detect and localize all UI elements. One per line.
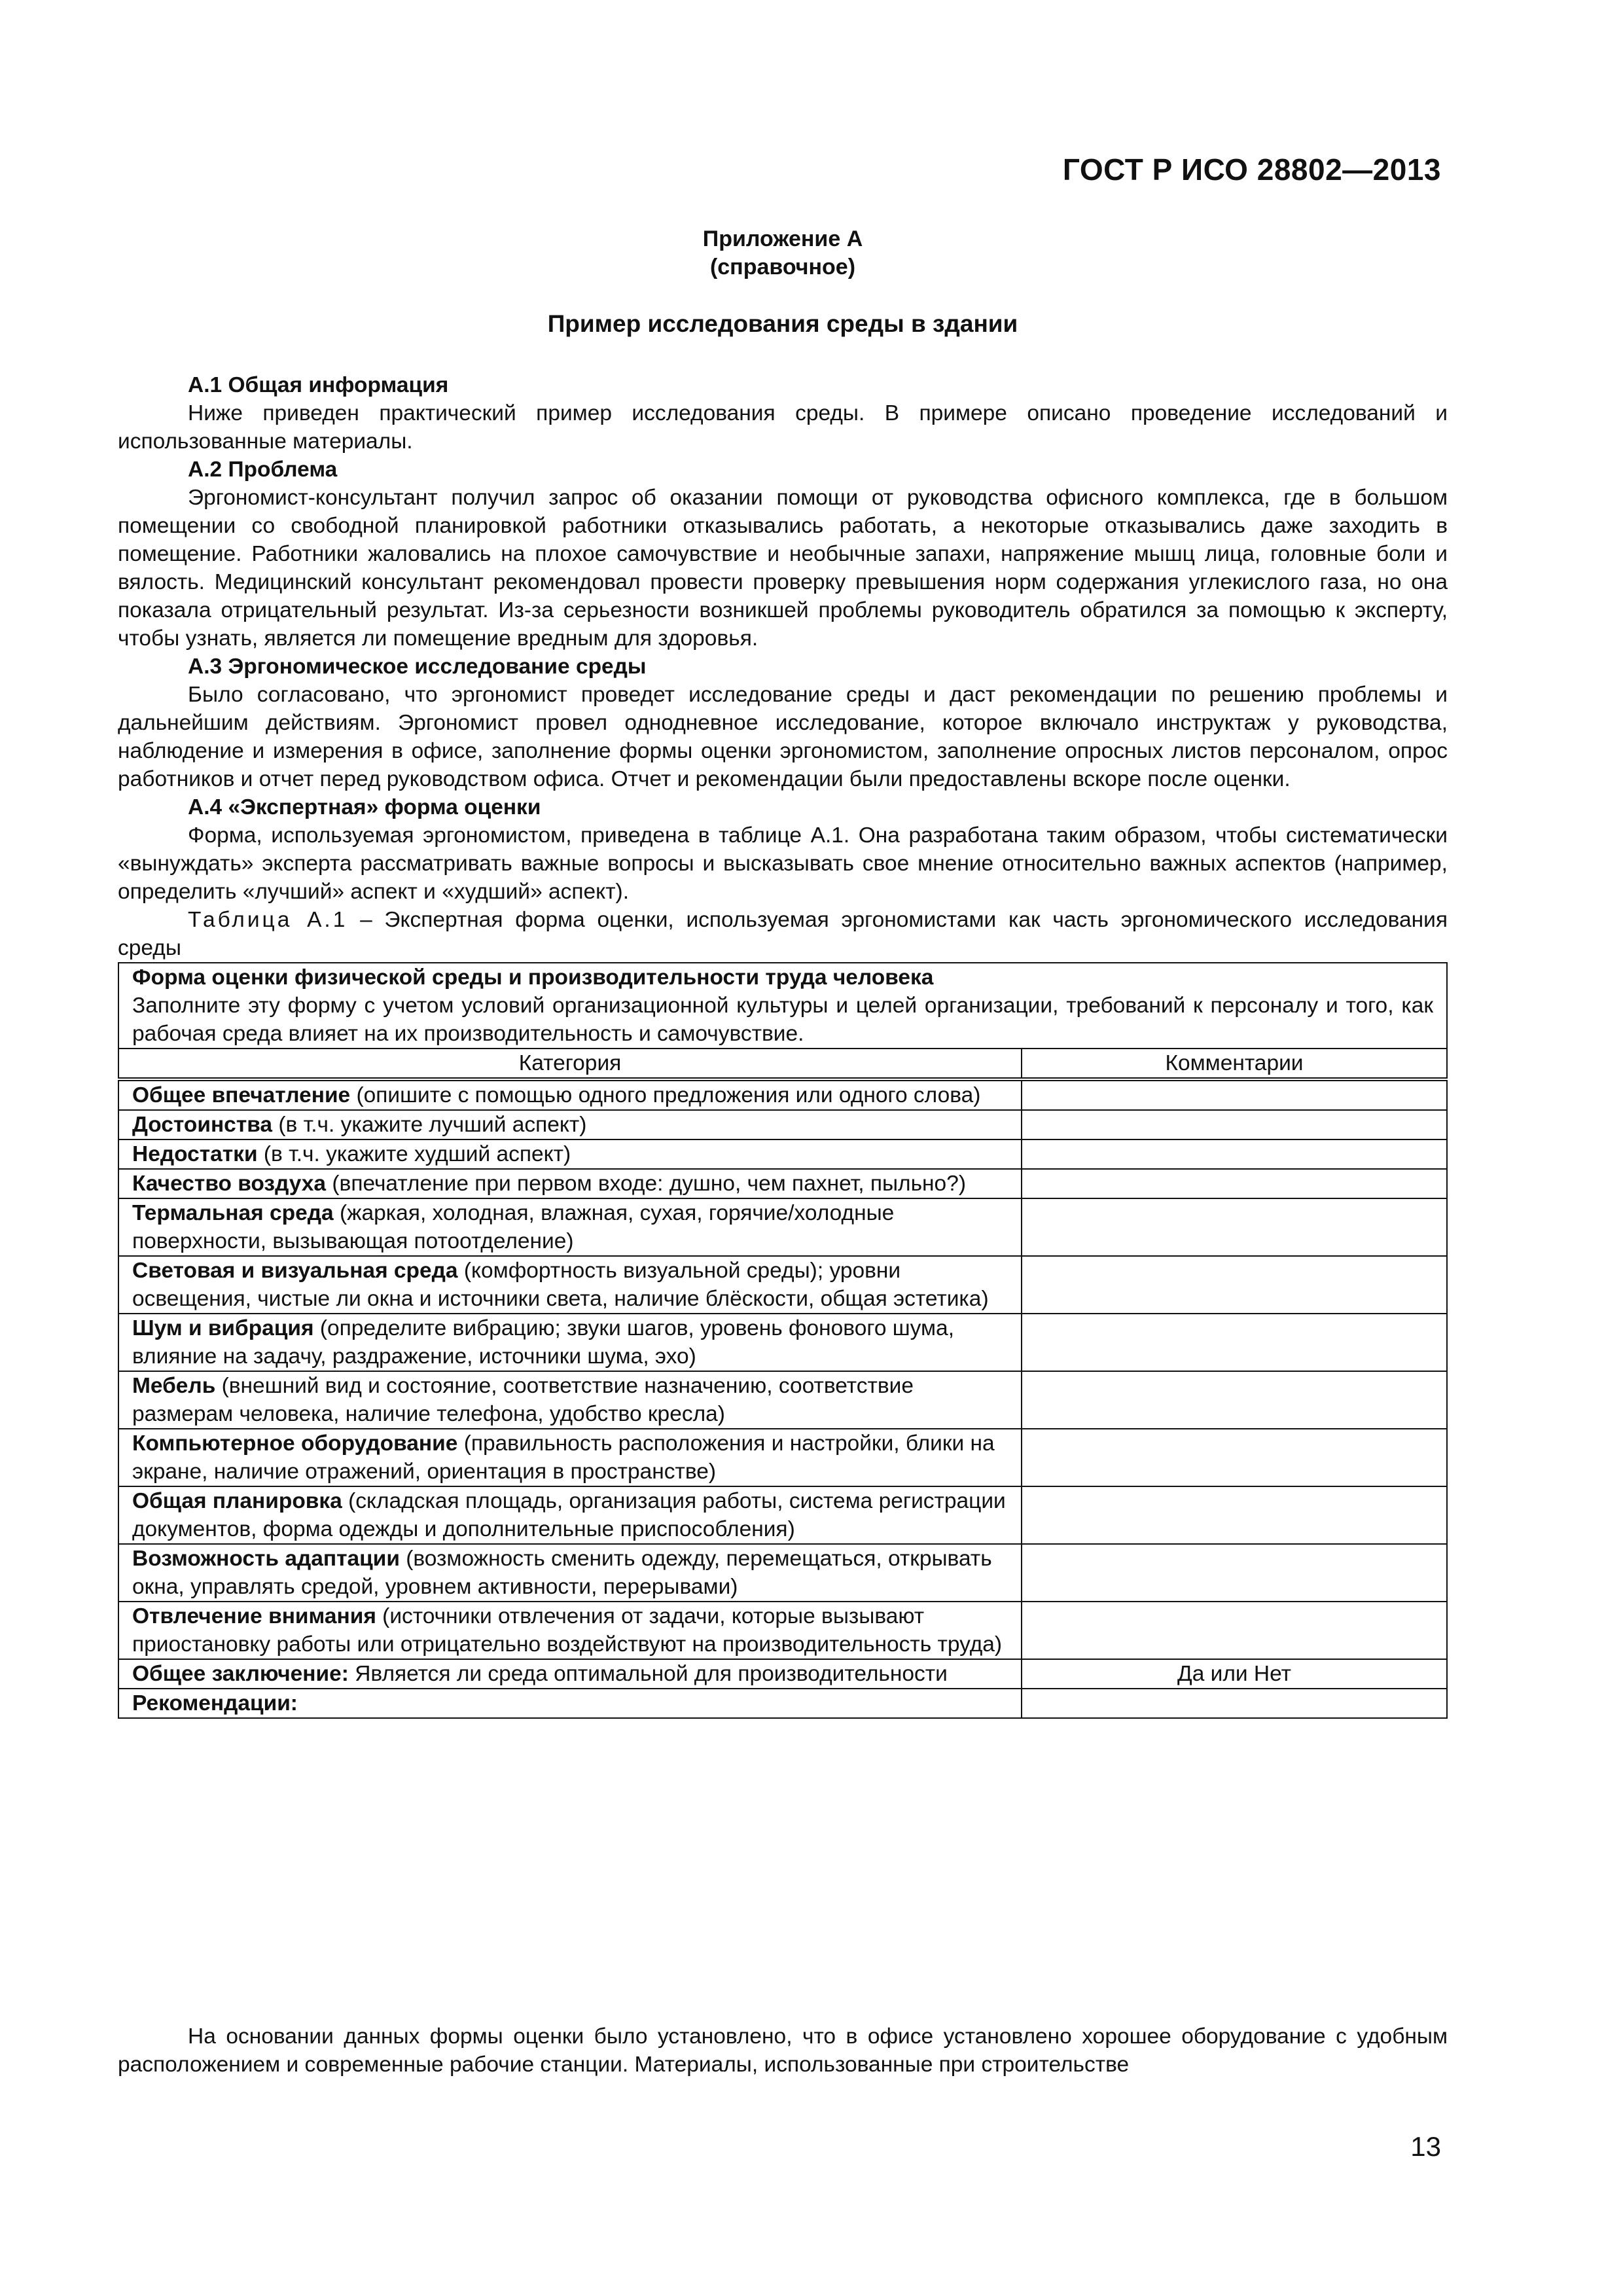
category-term: Мебель <box>132 1374 216 1398</box>
category-cell <box>118 1602 1022 1659</box>
category-term: Общая планировка <box>132 1489 342 1513</box>
section-text: Эргономист-консультант получил запрос об оказании помощи от руководства офисного комплекса, где в большом помещении со свободной планировкой работники отказывались работать, а некоторые отказывались даже заходить в помещение. Работники жаловались на плохое самочувствие и необычные запахи, напряжение мышц лица, головные боли и вялость. Медицинский консультант рекомендовал провести проверку превышения норм содержания углекислого газа, но она показала отрицательный результат. Из-за серьезности возникшей проблемы руководитель обратился за помощью к эксперту, чтобы узнать, является ли помещение вредным для здоровья. <box>118 486 1448 651</box>
comment-cell[interactable] <box>1022 1256 1447 1314</box>
comment-cell[interactable] <box>1022 1314 1447 1371</box>
assessment-form-table <box>118 962 1448 1719</box>
table-row <box>118 1110 1447 1139</box>
table-row <box>118 1079 1447 1110</box>
category-description: (складская площадь, организация работы, система регистрации документов, форма одежды и дополнительные приспособления) <box>132 1489 1006 1541</box>
appendix-label: Приложение А <box>702 226 863 251</box>
comment-cell[interactable] <box>1022 1198 1447 1256</box>
comment-cell[interactable] <box>1022 1169 1447 1198</box>
table-row <box>118 1689 1447 1718</box>
category-term: Общее заключение: <box>132 1662 349 1686</box>
section-heading: А.4 «Экспертная» форма оценки <box>188 795 541 819</box>
form-title: Форма оценки физической среды и производительности труда человека <box>132 965 934 990</box>
category-term: Возможность адаптации <box>132 1547 400 1571</box>
category-cell <box>118 1079 1022 1110</box>
comment-cell[interactable] <box>1022 1429 1447 1486</box>
category-term: Световая и визуальная среда <box>132 1259 458 1283</box>
appendix-heading <box>118 225 1448 281</box>
category-description: (правильность расположения и настройки, блики на экране, наличие отражений, ориентация в пространстве) <box>132 1431 995 1484</box>
category-cell <box>118 1689 1022 1718</box>
category-description: (впечатление при первом входе: душно, чем пахнет, пыльно?) <box>326 1172 966 1196</box>
column-header-comments: Комментарии <box>1022 1049 1447 1079</box>
table-caption <box>118 906 1448 962</box>
category-cell <box>118 1314 1022 1371</box>
form-rows <box>118 1079 1447 1718</box>
comment-cell[interactable] <box>1022 1371 1447 1429</box>
table-row <box>118 1429 1447 1486</box>
category-cell <box>118 1371 1022 1429</box>
table-row <box>118 1256 1447 1314</box>
category-term: Шум и вибрация <box>132 1316 314 1340</box>
category-description: (жаркая, холодная, влажная, сухая, горячие/холодные поверхности, вызывающая потоотделение) <box>132 1201 895 1253</box>
category-cell <box>118 1544 1022 1602</box>
table-row <box>118 1314 1447 1371</box>
page-title: Пример исследования среды в здании <box>547 310 1018 337</box>
category-description: (комфортность визуальной среды); уровни освещения, чистые ли окна и источники света, наличие блёскости, общая эстетика) <box>132 1259 989 1311</box>
table-row <box>118 1602 1447 1659</box>
section-heading: А.2 Проблема <box>188 457 338 482</box>
category-description: (возможность сменить одежду, перемещаться, открывать окна, управлять средой, уровнем активности, перерывами) <box>132 1547 992 1599</box>
category-description: Является ли среда оптимальной для производительности <box>348 1662 948 1686</box>
comment-cell[interactable] <box>1022 1544 1447 1602</box>
column-header-row <box>118 1049 1447 1079</box>
table-row <box>118 1198 1447 1256</box>
page-number: 13 <box>1410 2131 1441 2162</box>
appendix-type: (справочное) <box>709 255 856 279</box>
section-text: Форма, используемая эргономистом, приведена в таблице А.1. Она разработана таким образом, чтобы систематически «вынуждать» эксперта рассматривать важные вопросы и высказывать свое мнение относительно важных аспектов (например, определить «лучший» аспект и «худший» аспект). <box>118 823 1448 904</box>
form-title-row <box>118 963 1447 1049</box>
category-cell <box>118 1139 1022 1169</box>
category-cell <box>118 1110 1022 1139</box>
comment-cell[interactable] <box>1022 1486 1447 1544</box>
category-description: (определите вибрацию; звуки шагов, уровень фонового шума, влияние на задачу, раздражение, источники шума, эхо) <box>132 1316 954 1369</box>
form-instruction: Заполните эту форму с учетом условий организационной культуры и целей организации, требований к персоналу и того, как рабочая среда влияет на их производительность и самочувствие. <box>132 994 1433 1046</box>
category-term: Отвлечение внимания <box>132 1604 376 1628</box>
category-description: (источники отвлечения от задачи, которые вызывают приостановку работы или отрицательно воздействуют на производительность труда) <box>132 1604 1003 1657</box>
table-caption-text: – Экспертная форма оценки, используемая эргономистами как часть эргономического исследования среды <box>118 908 1448 960</box>
table-row <box>118 1659 1447 1689</box>
category-cell <box>118 1429 1022 1486</box>
category-term: Термальная среда <box>132 1201 334 1225</box>
section-heading: А.1 Общая информация <box>188 373 449 397</box>
category-term: Достоинства <box>132 1113 273 1137</box>
table-row <box>118 1169 1447 1198</box>
section-text: Было согласовано, что эргономист проведет исследование среды и даст рекомендации по решению проблемы и дальнейшим действиям. Эргономист провел однодневное исследование, которое включало инструктаж у руководства, наблюдение и измерения в офисе, заполнение формы оценки эргономистом, заполнение опросных листов персоналом, опрос работников и отчет перед руководством офиса. Отчет и рекомендации были предоставлены вскоре после оценки. <box>118 683 1448 791</box>
comment-cell[interactable]: Да или Нет <box>1022 1659 1447 1689</box>
category-term: Рекомендации: <box>132 1691 298 1715</box>
category-cell <box>118 1169 1022 1198</box>
table-row <box>118 1371 1447 1429</box>
document-body <box>118 371 1448 1719</box>
category-term: Общее впечатление <box>132 1083 351 1107</box>
document-code: ГОСТ Р ИСО 28802—2013 <box>1062 152 1441 187</box>
category-cell <box>118 1256 1022 1314</box>
table-caption-label: Таблица А.1 <box>188 908 348 932</box>
section-heading: А.3 Эргономическое исследование среды <box>188 655 647 679</box>
category-description: (в т.ч. укажите лучший аспект) <box>272 1113 587 1137</box>
category-term: Недостатки <box>132 1142 258 1166</box>
category-cell <box>118 1659 1022 1689</box>
category-description: (внешний вид и состояние, соответствие назначению, соответствие размерам человека, наличие телефона, удобство кресла) <box>132 1374 914 1426</box>
category-cell <box>118 1486 1022 1544</box>
table-row <box>118 1544 1447 1602</box>
comment-cell[interactable] <box>1022 1689 1447 1718</box>
column-header-category: Категория <box>118 1049 1022 1079</box>
category-term: Качество воздуха <box>132 1172 327 1196</box>
category-description: (в т.ч. укажите худший аспект) <box>257 1142 571 1166</box>
category-cell <box>118 1198 1022 1256</box>
table-row <box>118 1486 1447 1544</box>
comment-cell[interactable] <box>1022 1110 1447 1139</box>
continuation-text: На основании данных формы оценки было установлено, что в офисе установлено хорошее оборудование с удобным расположением и современные рабочие станции. Материалы, использованные при строительстве <box>118 2024 1448 2077</box>
comment-cell[interactable] <box>1022 1079 1447 1110</box>
category-term: Компьютерное оборудование <box>132 1431 458 1456</box>
comment-cell[interactable] <box>1022 1139 1447 1169</box>
category-description: (опишите с помощью одного предложения или одного слова) <box>350 1083 981 1107</box>
comment-cell[interactable] <box>1022 1602 1447 1659</box>
section-text: Ниже приведен практический пример исследования среды. В примере описано проведение исследований и использованные материалы. <box>118 401 1448 454</box>
table-row <box>118 1139 1447 1169</box>
